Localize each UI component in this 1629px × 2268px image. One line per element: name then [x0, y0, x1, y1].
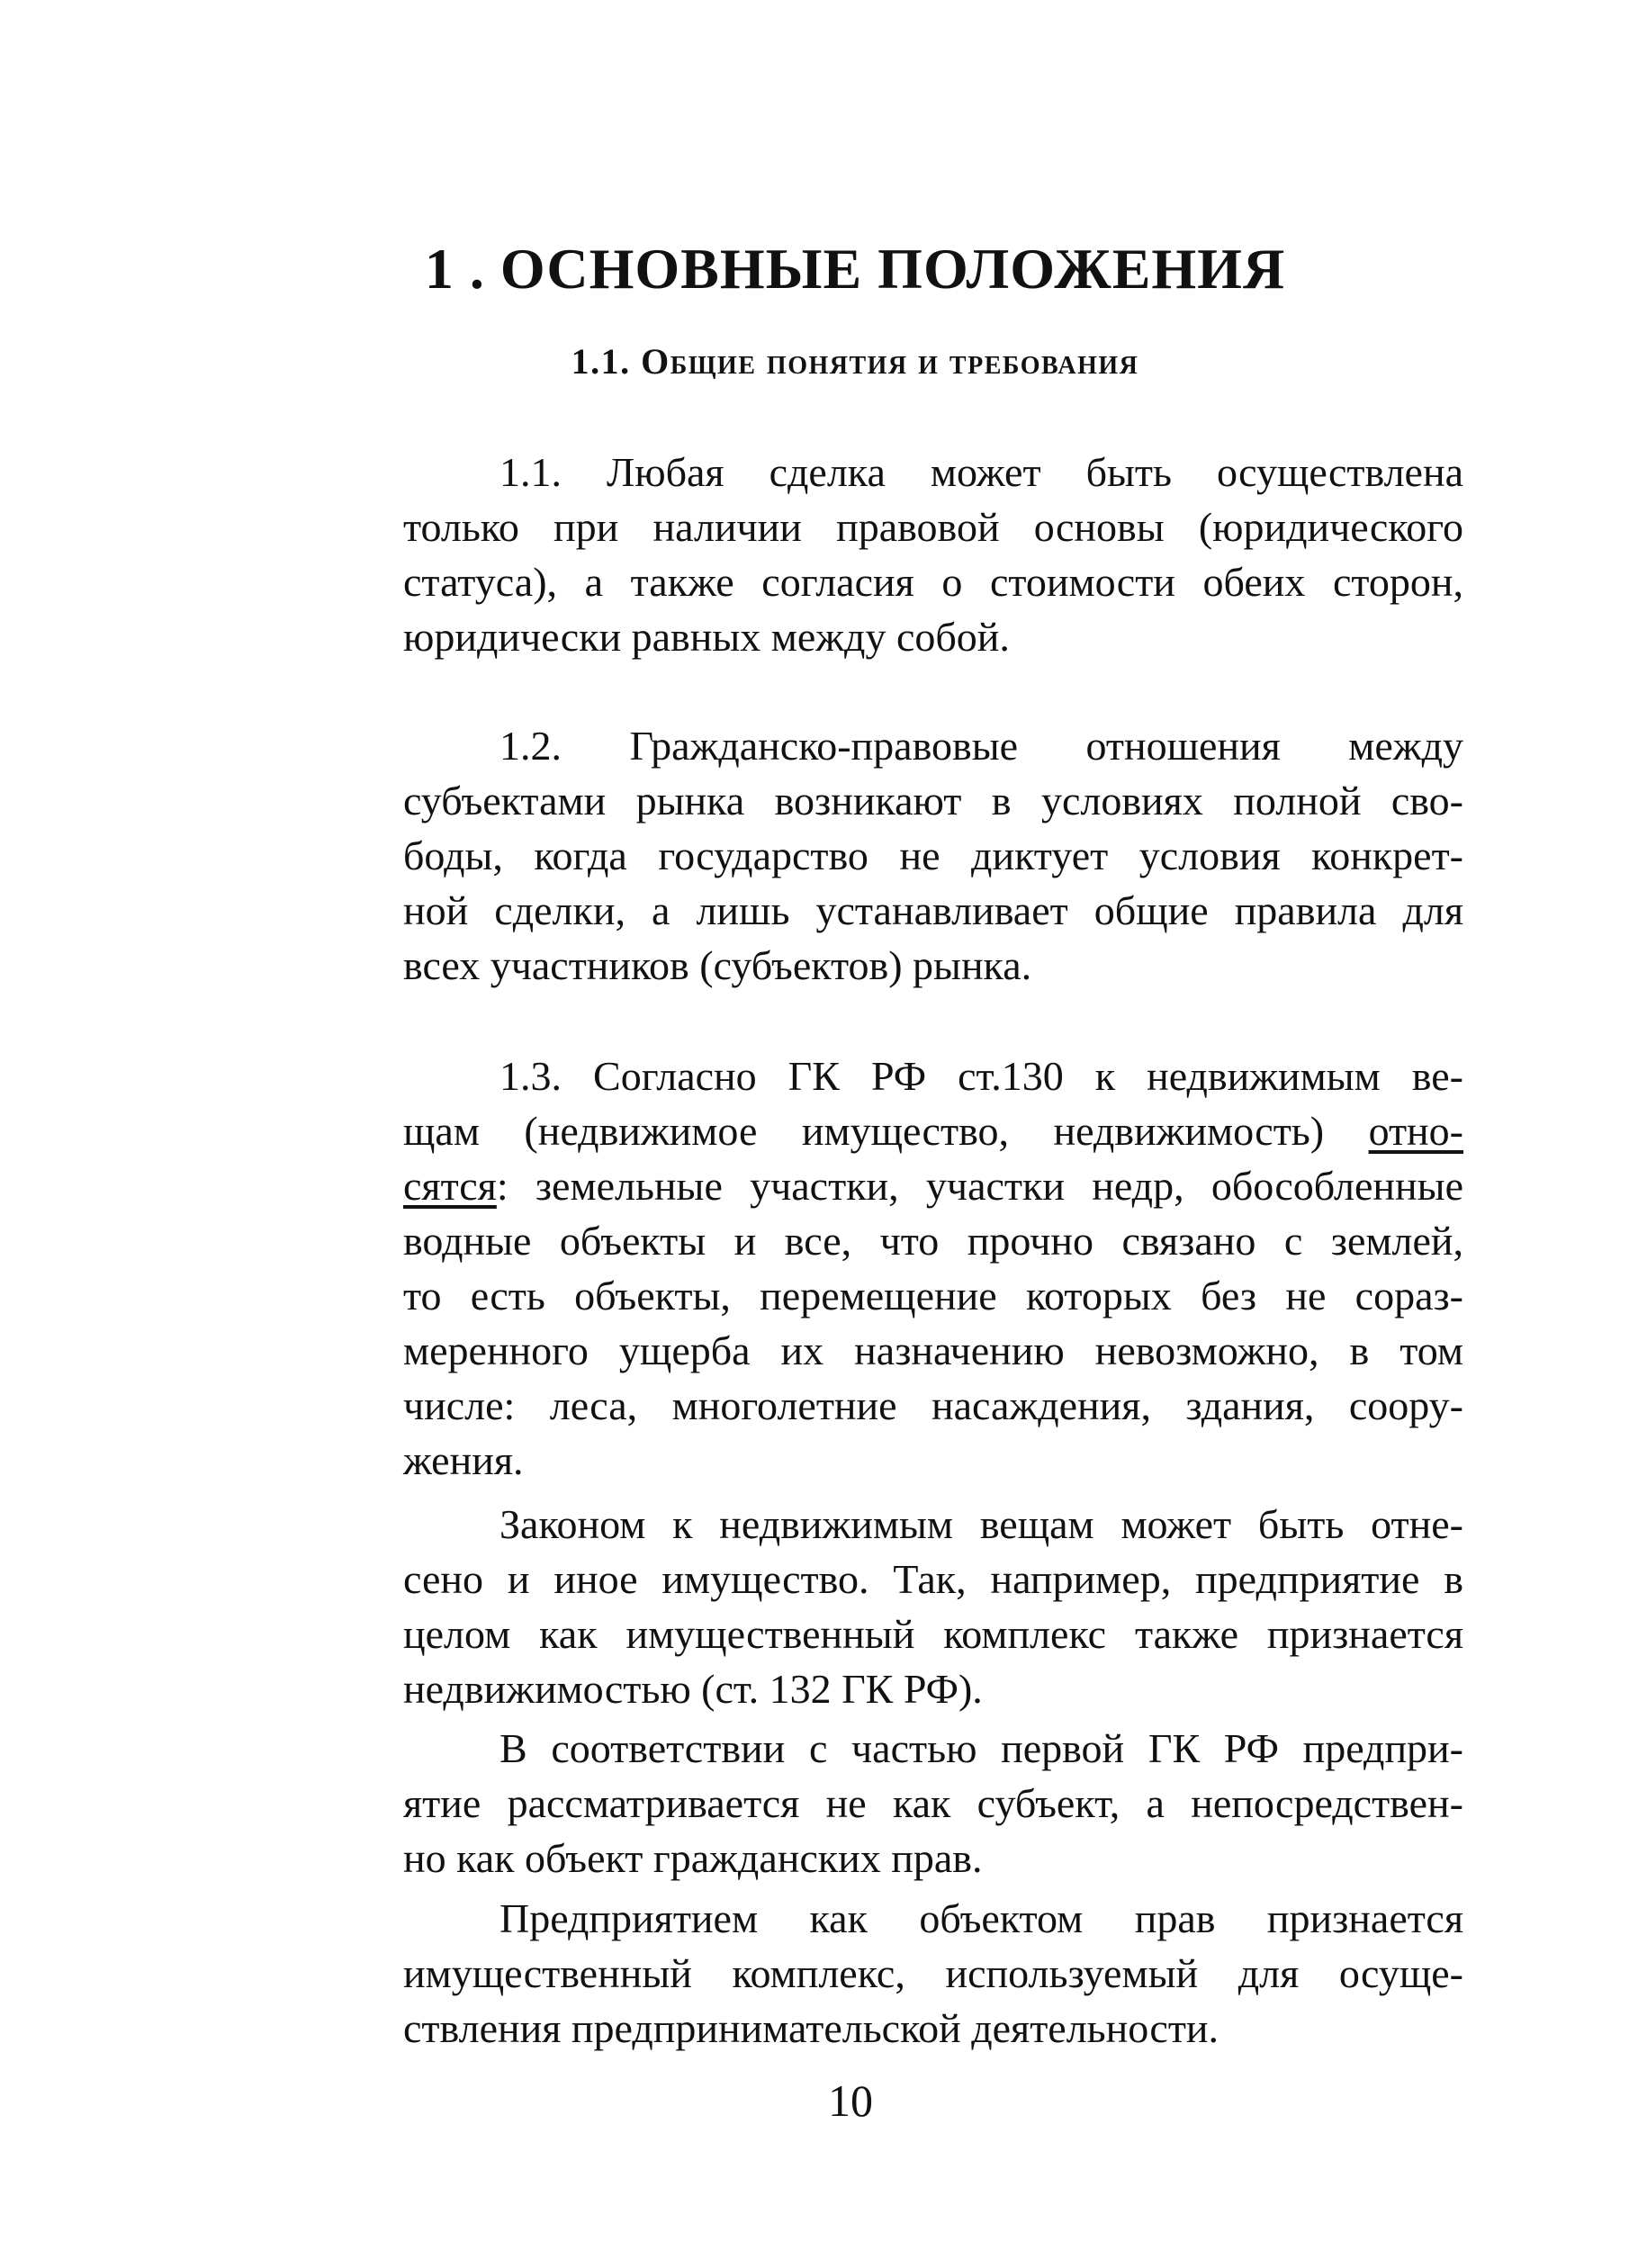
para-1-3-line-8: жения.	[403, 1437, 524, 1483]
para-1-2-line-4: ной сделки, а лишь устанавливает общие правила для	[403, 887, 1463, 933]
para-enterprise-line-3: ствления предпринимательской деятельности.	[403, 2005, 1220, 2051]
para-1-3-line-5: то есть объекты, перемещение которых без не сораз-	[403, 1273, 1463, 1318]
para-1-2-line-2: субъектами рынка возникают в условиях полной сво-	[403, 778, 1463, 824]
section-heading: 1.1. Общие понятия и требования	[571, 341, 1139, 382]
para-gk-line-2: ятие рассматривается не как субъект, а непосредствен-	[403, 1780, 1463, 1826]
para-1-3-line-4: водные объекты и все, что прочно связано с землей,	[403, 1218, 1463, 1264]
para-gk-line-3: но как объект гражданских прав.	[403, 1835, 983, 1881]
para-law-line-2: сено и иное имущество. Так, например, предприятие в	[403, 1556, 1463, 1602]
para-gk-line-1: В соответствии с частью первой ГК РФ предпри-	[500, 1725, 1463, 1771]
para-1-3-line-2	[403, 1105, 1463, 1157]
para-1-3-line-3	[403, 1160, 1463, 1212]
para-1-3-line-7: числе: леса, многолетние насаждения, здания, соору-	[403, 1382, 1463, 1428]
para-law-line-1: Законом к недвижимым вещам может быть отне-	[500, 1501, 1463, 1547]
para-law-line-3: целом как имущественный комплекс также признается	[403, 1611, 1463, 1657]
para-1-3-line-2-text: щам (недвижимое имущество, недвижимость)	[403, 1108, 1369, 1154]
para-1-1-line-1: 1.1. Любая сделка может быть осуществлена	[500, 449, 1463, 495]
para-1-1-line-2: только при наличии правовой основы (юридического	[403, 504, 1463, 550]
chapter-heading: 1 . ОСНОВНЫЕ ПОЛОЖЕНИЯ	[424, 237, 1286, 301]
para-1-2-line-1: 1.2. Гражданско-правовые отношения между	[500, 723, 1463, 769]
underlined-term-part-1: отно-	[1368, 1108, 1463, 1154]
para-enterprise-line-1: Предприятием как объектом прав признается	[500, 1895, 1463, 1941]
para-1-2-line-5: всех участников (субъектов) рынка.	[403, 942, 1032, 988]
page-number: 10	[828, 2075, 873, 2126]
para-enterprise-line-2: имущественный комплекс, используемый для осуще-	[403, 1950, 1463, 1996]
para-1-2-line-3: боды, когда государство не диктует условия конкрет-	[403, 832, 1463, 878]
para-1-3-line-6: меренного ущерба их назначению невозможно, в том	[403, 1328, 1463, 1373]
para-1-1-line-3: статуса), а также согласия о стоимости обеих сторон,	[403, 559, 1463, 605]
para-law-line-4: недвижимостью (ст. 132 ГК РФ).	[403, 1666, 983, 1712]
underlined-term-part-2: сятся	[403, 1163, 497, 1209]
para-1-3-line-1: 1.3. Согласно ГК РФ ст.130 к недвижимым ве-	[500, 1053, 1463, 1099]
para-1-3-line-3-text: : земельные участки, участки недр, обособленные	[496, 1163, 1463, 1209]
para-1-1-line-4: юридически равных между собой.	[403, 614, 1010, 660]
